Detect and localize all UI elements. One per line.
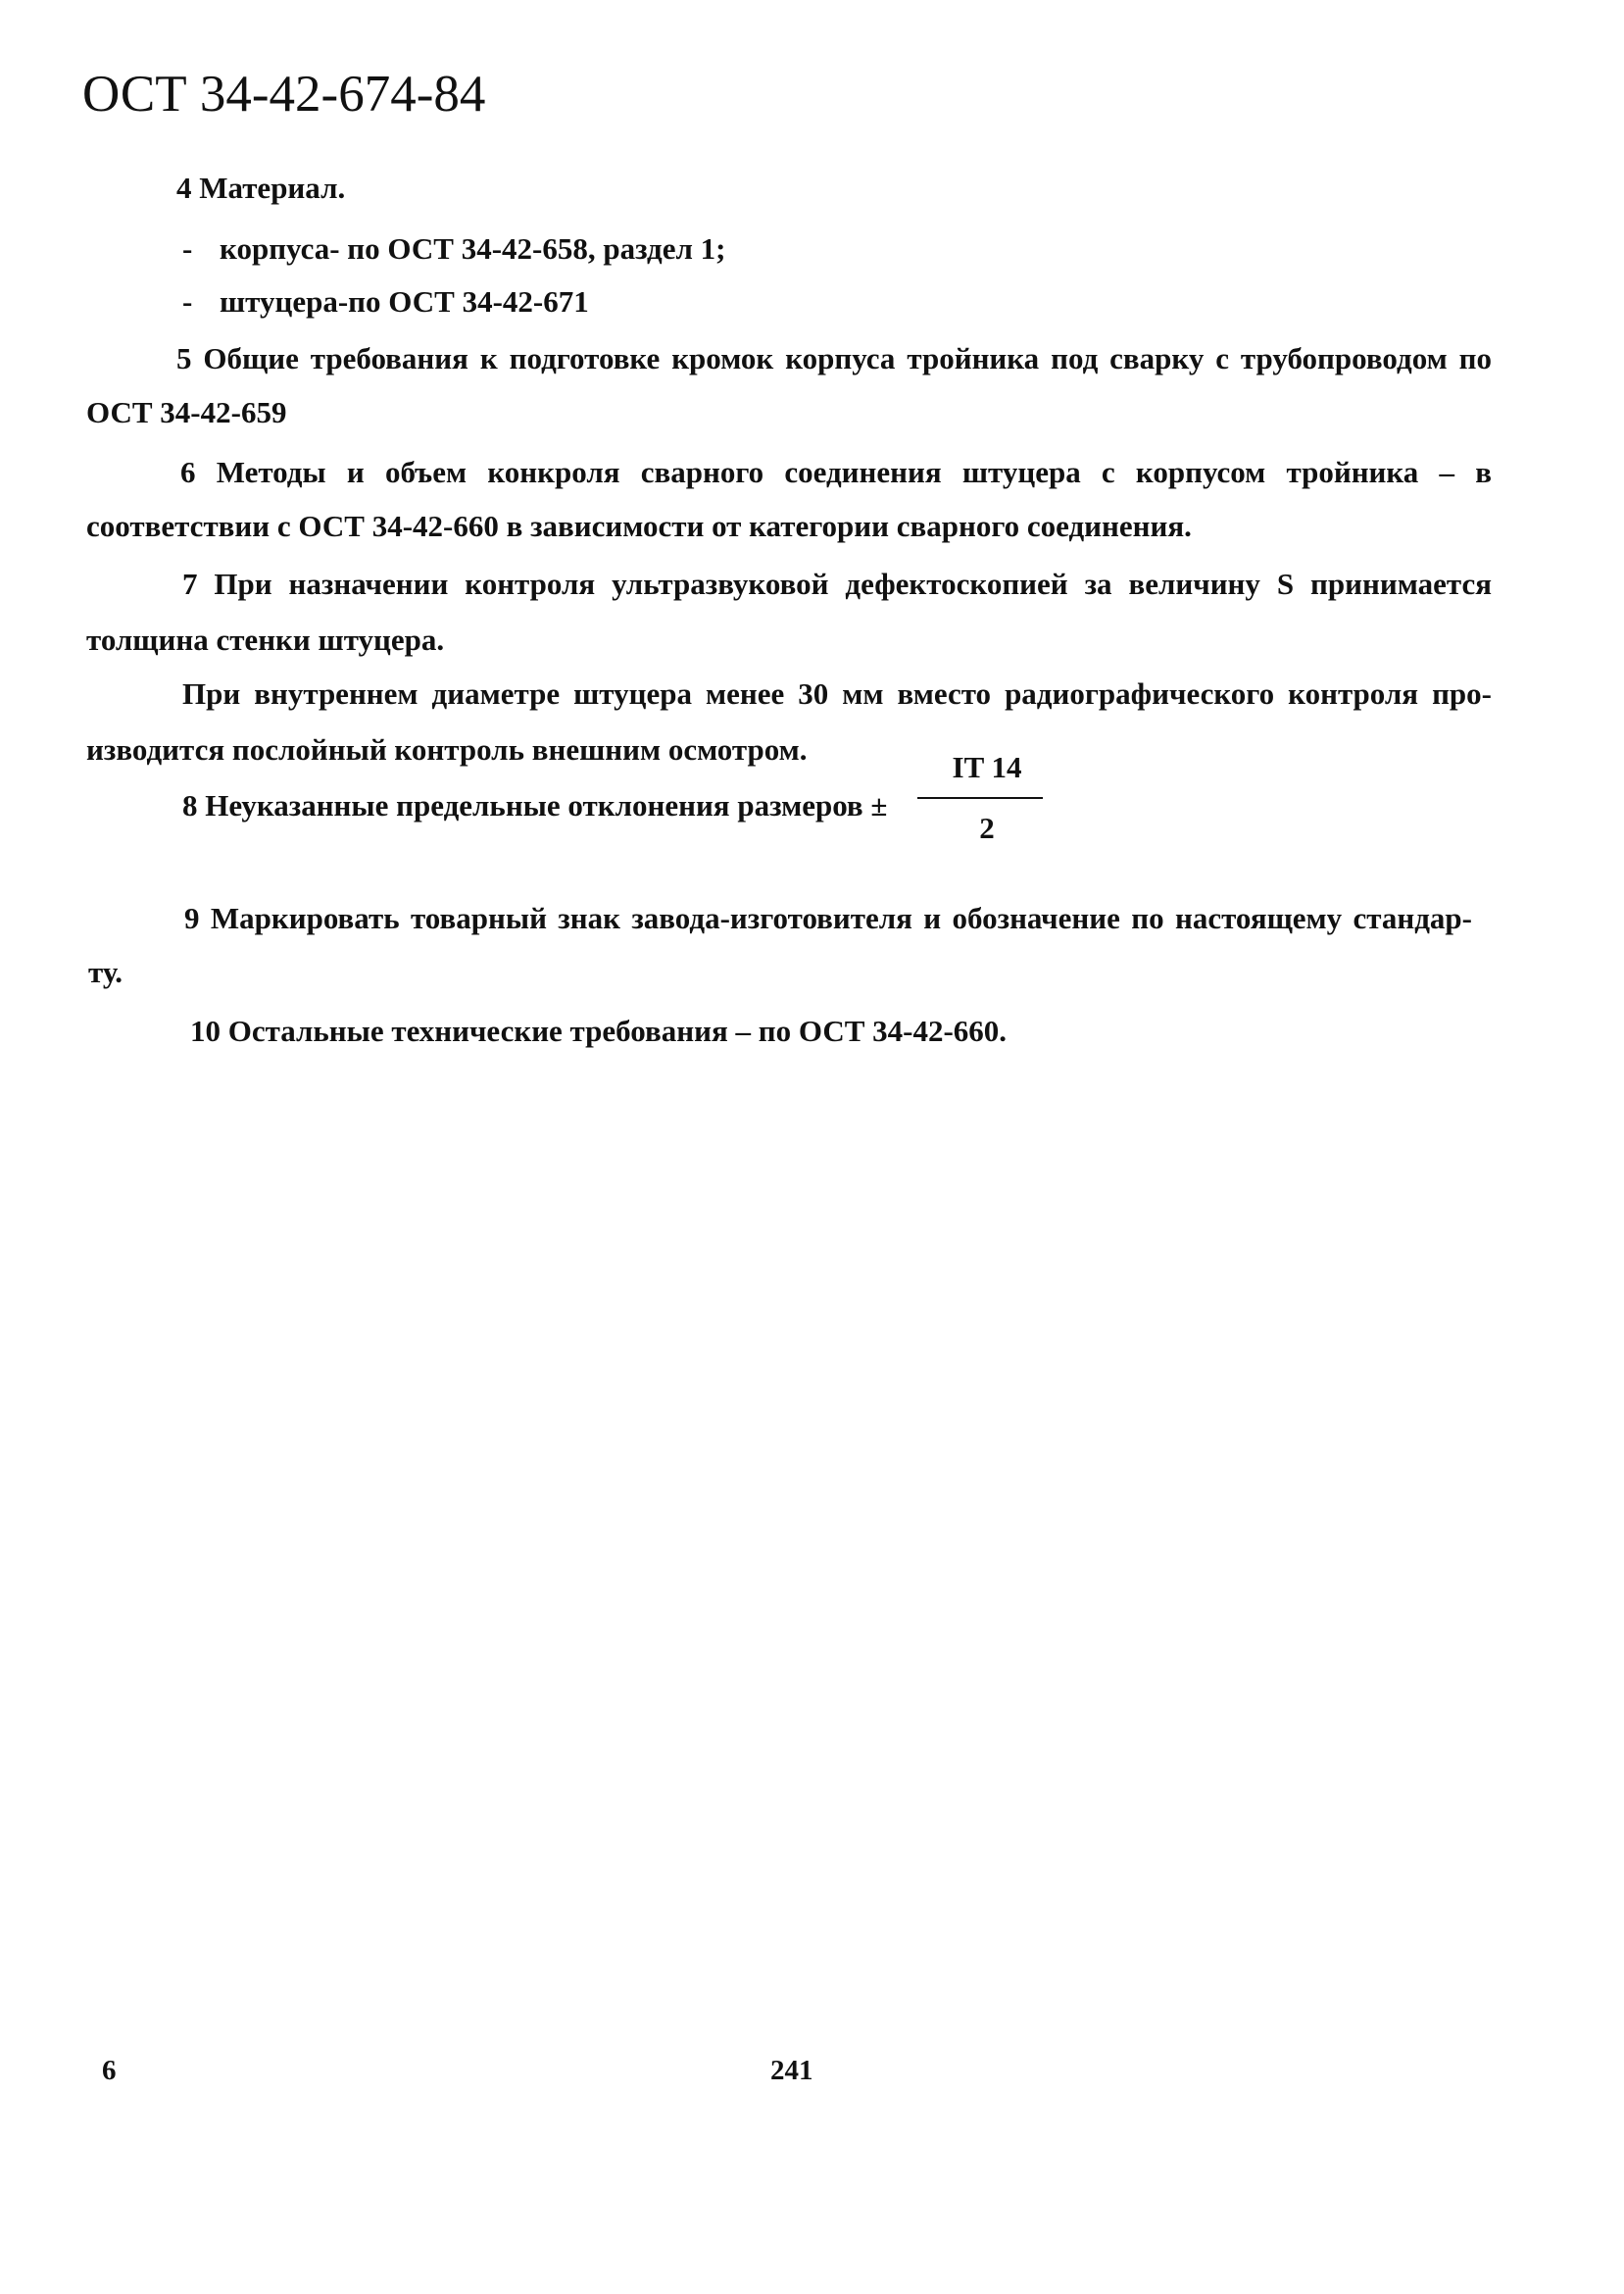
item-7-line-2: толщина стенки штуцера. [86,623,445,657]
item-9-line-2: ту. [88,955,123,989]
bullet-mark: - [182,231,193,266]
bullet-mark: - [182,284,193,319]
document-code-header: ОСТ 34-42-674-84 [82,66,486,123]
item-6-line-2: соответствии с ОСТ 34-42-660 в зависимости от категории сварного соединения. [86,509,1192,543]
item-4-bullet-1 [182,233,725,264]
item-9-line-1: 9 Маркировать товарный знак завода-изготовителя и обозначение по настоящему стандар- [184,901,1472,935]
bullet-text: штуцера-по ОСТ 34-42-671 [220,284,589,319]
item-8-text: 8 Неуказанные предельные отклонения размеров ± [182,788,888,823]
item-4-title: 4 Материал. [176,171,346,205]
item-6-line-1: 6 Методы и объем конкроля сварного соединения штуцера с корпусом тройника – в [180,455,1492,489]
item-8-fraction-bar [917,797,1043,799]
paragraph-line-2: изводится послойный контроль внешним осмотром. [86,732,808,767]
item-5-line-2: ОСТ 34-42-659 [86,395,287,429]
item-7-line-1: 7 При назначении контроля ультразвуковой дефектоскопией за величину S принимается [182,567,1492,601]
item-10: 10 Остальные технические требования – по ОСТ 34-42-660. [190,1014,1008,1048]
item-8-denominator: 2 [979,811,995,845]
bullet-text: корпуса- по ОСТ 34-42-658, раздел 1; [220,231,726,266]
item-8-numerator: IT 14 [952,750,1022,784]
paragraph-line-1: При внутреннем диаметре штуцера менее 30 мм вместо радиографического контроля про- [182,676,1492,711]
item-5-line-1: 5 Общие требования к подготовке кромок корпуса тройника под сварку с трубопроводом по [176,341,1492,375]
item-4-bullet-2 [182,286,589,317]
sheet-number: 6 [102,2055,117,2086]
page-number: 241 [770,2055,813,2086]
